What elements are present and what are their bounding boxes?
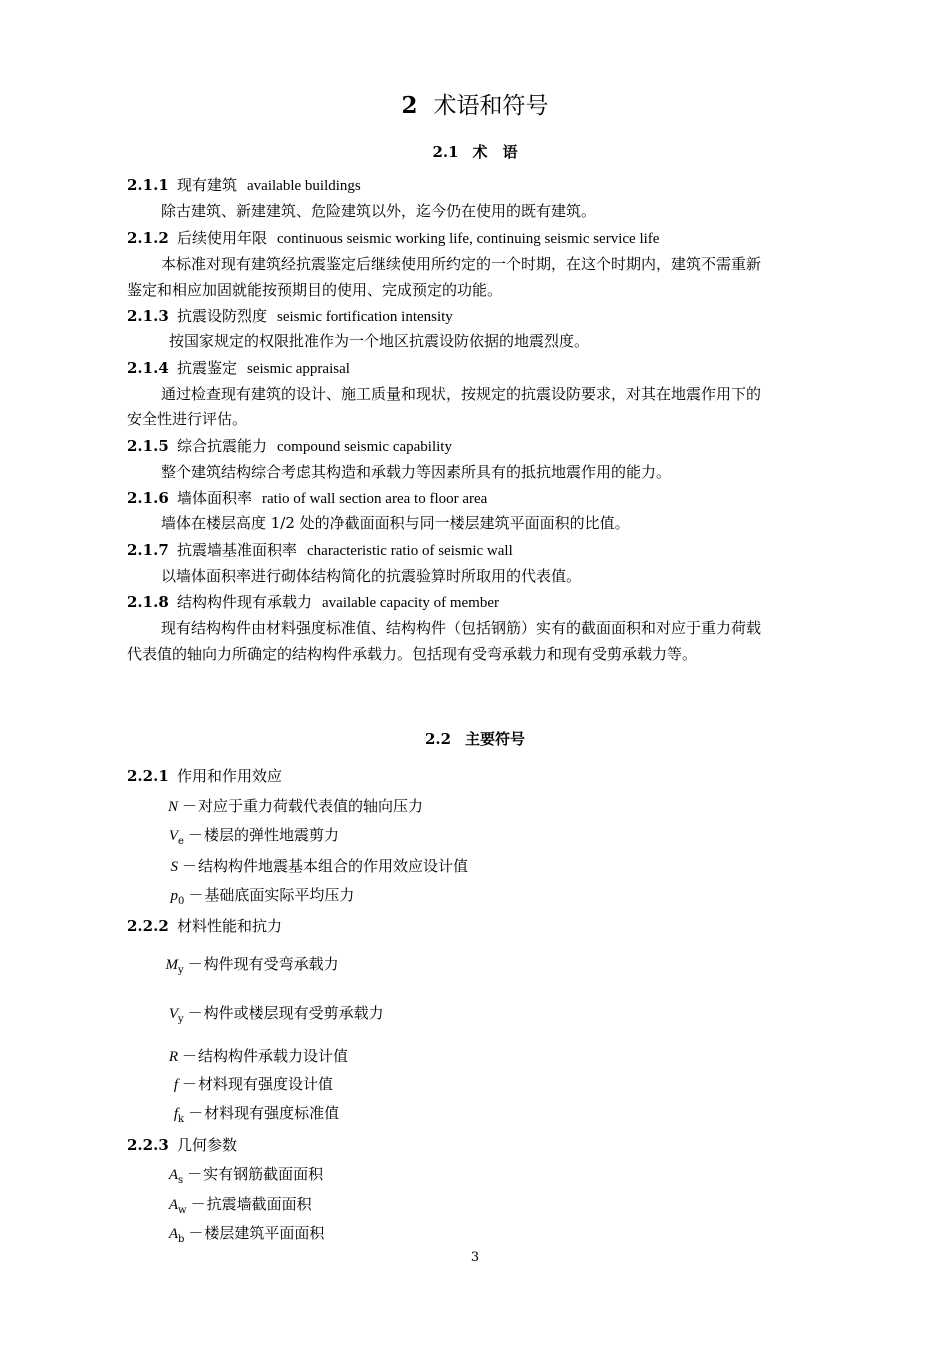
term-name-zh: 后续使用年限	[177, 229, 268, 247]
symbol-entry	[162, 1163, 323, 1192]
term-heading	[127, 435, 452, 458]
section-title-symbols	[0, 728, 950, 750]
term-number: 2.1.4	[127, 359, 169, 377]
symbol-group-heading	[127, 1134, 237, 1156]
symbol-dash: －	[190, 1195, 206, 1213]
term-definition: 以墙体面积率进行砌体结构简化的抗震验算时所取用的代表值。	[161, 567, 582, 585]
symbol-entry	[156, 953, 339, 982]
symbol-entry	[162, 795, 423, 824]
symbol-dash: －	[187, 1165, 203, 1183]
term-definition: 按国家规定的权限批准作为一个地区抗震设防依据的地震烈度。	[169, 332, 590, 350]
symbol-letter: R	[168, 1049, 178, 1065]
symbol-dash: －	[182, 797, 198, 815]
symbol-subscript: y	[178, 1014, 184, 1025]
symbol-subscript: s	[178, 1175, 184, 1186]
symbol-entry	[162, 1222, 324, 1251]
term-heading	[127, 539, 513, 562]
symbol-letter: V	[168, 1006, 178, 1022]
term-definition: 整个建筑结构综合考虑其构造和承载力等因素所具有的抵抗地震作用的能力。	[161, 463, 672, 481]
symbol-dash: －	[187, 1004, 203, 1022]
symbol-dash: －	[188, 1224, 204, 1242]
group-number: 2.2.3	[127, 1136, 169, 1154]
symbol-dash: －	[182, 1047, 198, 1065]
symbol-entry	[162, 1102, 339, 1131]
symbol-letter: M	[165, 957, 178, 973]
term-name-zh: 结构构件现有承载力	[177, 593, 313, 611]
symbol-entry	[162, 1073, 333, 1102]
symbol-description: 构件或楼层现有受剪承载力	[203, 1004, 384, 1022]
term-definition: 除古建筑、新建建筑、危险建筑以外，迄今仍在使用的既有建筑。	[161, 202, 597, 220]
symbol-description: 结构构件承载力设计值	[198, 1047, 349, 1065]
symbol-letter: A	[168, 1226, 178, 1242]
term-heading	[127, 227, 659, 250]
symbol-dash: －	[187, 955, 203, 973]
term-number: 2.1.7	[127, 541, 169, 559]
term-number: 2.1.2	[127, 229, 169, 247]
symbol-description: 结构构件地震基本组合的作用效应设计值	[198, 857, 469, 875]
symbol-description: 楼层建筑平面面积	[204, 1224, 325, 1242]
term-heading	[127, 487, 487, 510]
symbol-description: 材料现有强度设计值	[198, 1075, 334, 1093]
symbol-entry	[162, 884, 354, 913]
symbol-subscript: 0	[178, 896, 185, 907]
term-name-en: available capacity of member	[322, 595, 500, 611]
symbol-entry	[162, 1193, 312, 1222]
symbol-letter: f	[173, 1077, 178, 1093]
term-definition-cont: 安全性进行评估。	[127, 410, 248, 428]
group-number: 2.2.1	[127, 767, 169, 785]
term-number: 2.1.5	[127, 437, 169, 455]
symbol-subscript: y	[178, 965, 184, 976]
symbol-description: 抗震墙截面面积	[206, 1195, 312, 1213]
symbol-entry	[162, 1002, 384, 1031]
term-name-en: compound seismic capability	[277, 439, 452, 455]
term-definition-cont: 鉴定和相应加固就能按预期目的使用、完成预定的功能。	[127, 281, 503, 299]
group-number: 2.2.2	[127, 917, 169, 935]
symbol-entry	[162, 1045, 348, 1074]
symbol-description: 构件现有受弯承载力	[203, 955, 339, 973]
symbol-dash: －	[182, 1075, 198, 1093]
section-number: 2.1	[432, 143, 459, 161]
symbol-dash: －	[187, 826, 203, 844]
symbol-description: 基础底面实际平均压力	[204, 886, 355, 904]
term-number: 2.1.1	[127, 176, 169, 194]
page-number: 3	[470, 1250, 480, 1265]
term-name-en: continuous seismic working life, continuing seismic service life	[277, 231, 660, 247]
term-name-en: ratio of wall section area to floor area	[262, 491, 488, 507]
section-title-text: 术 语	[472, 143, 518, 161]
term-heading	[127, 305, 453, 328]
symbol-group-heading	[127, 915, 282, 937]
chapter-title	[0, 90, 950, 122]
group-title: 材料性能和抗力	[177, 917, 283, 935]
symbol-letter: A	[168, 1197, 178, 1213]
symbol-group-heading	[127, 765, 282, 787]
section-title-terms	[0, 141, 950, 163]
symbol-dash: －	[188, 1104, 204, 1122]
symbol-entry	[162, 855, 468, 884]
symbol-description: 实有钢筋截面面积	[203, 1165, 324, 1183]
symbol-description: 楼层的弹性地震剪力	[203, 826, 339, 844]
symbol-dash: －	[188, 886, 204, 904]
term-number: 2.1.3	[127, 307, 169, 325]
term-heading	[127, 174, 361, 197]
symbol-dash: －	[182, 857, 198, 875]
term-number: 2.1.8	[127, 593, 169, 611]
term-name-zh: 抗震鉴定	[177, 359, 238, 377]
symbol-letter: S	[170, 859, 178, 875]
term-number: 2.1.6	[127, 489, 169, 507]
section-number: 2.2	[424, 730, 452, 748]
symbol-subscript: e	[178, 836, 184, 847]
term-name-zh: 综合抗震能力	[177, 437, 268, 455]
symbol-subscript: w	[178, 1205, 187, 1216]
term-name-en: characteristic ratio of seismic wall	[307, 543, 513, 559]
term-definition: 墙体在楼层高度 1/2 处的净截面面积与同一楼层建筑平面面积的比值。	[161, 514, 630, 532]
group-title: 作用和作用效应	[177, 767, 283, 785]
term-heading	[127, 591, 499, 614]
chapter-number: 2	[401, 92, 418, 119]
section-title-text: 主要符号	[465, 730, 526, 748]
symbol-description: 材料现有强度标准值	[204, 1104, 340, 1122]
term-name-zh: 现有建筑	[177, 176, 238, 194]
term-heading	[127, 357, 350, 380]
term-name-zh: 墙体面积率	[177, 489, 253, 507]
term-definition: 本标准对现有建筑经抗震鉴定后继续使用所约定的一个时期，在这个时期内，建筑不需重新	[161, 255, 762, 273]
term-definition: 现有结构构件由材料强度标准值、结构构件（包括钢筋）实有的截面面积和对应于重力荷载	[161, 619, 762, 637]
symbol-letter: f	[173, 1106, 178, 1122]
symbol-subscript: b	[178, 1234, 185, 1245]
term-name-en: available buildings	[247, 178, 361, 194]
symbol-description: 对应于重力荷载代表值的轴向压力	[198, 797, 424, 815]
symbol-letter: N	[167, 799, 178, 815]
group-title: 几何参数	[177, 1136, 238, 1154]
symbol-letter: p	[170, 888, 178, 904]
term-name-en: seismic appraisal	[247, 361, 350, 377]
chapter-title-text: 术语和符号	[433, 93, 549, 119]
symbol-entry	[162, 824, 339, 853]
term-name-zh: 抗震墙基准面积率	[177, 541, 298, 559]
symbol-subscript: k	[178, 1114, 185, 1125]
symbol-letter: A	[168, 1167, 178, 1183]
term-name-en: seismic fortification intensity	[277, 309, 453, 325]
term-name-zh: 抗震设防烈度	[177, 307, 268, 325]
symbol-letter: V	[168, 828, 178, 844]
term-definition: 通过检查现有建筑的设计、施工质量和现状，按规定的抗震设防要求，对其在地震作用下的	[161, 385, 762, 403]
term-definition-cont: 代表值的轴向力所确定的结构构件承载力。包括现有受弯承载力和现有受剪承载力等。	[127, 645, 698, 663]
